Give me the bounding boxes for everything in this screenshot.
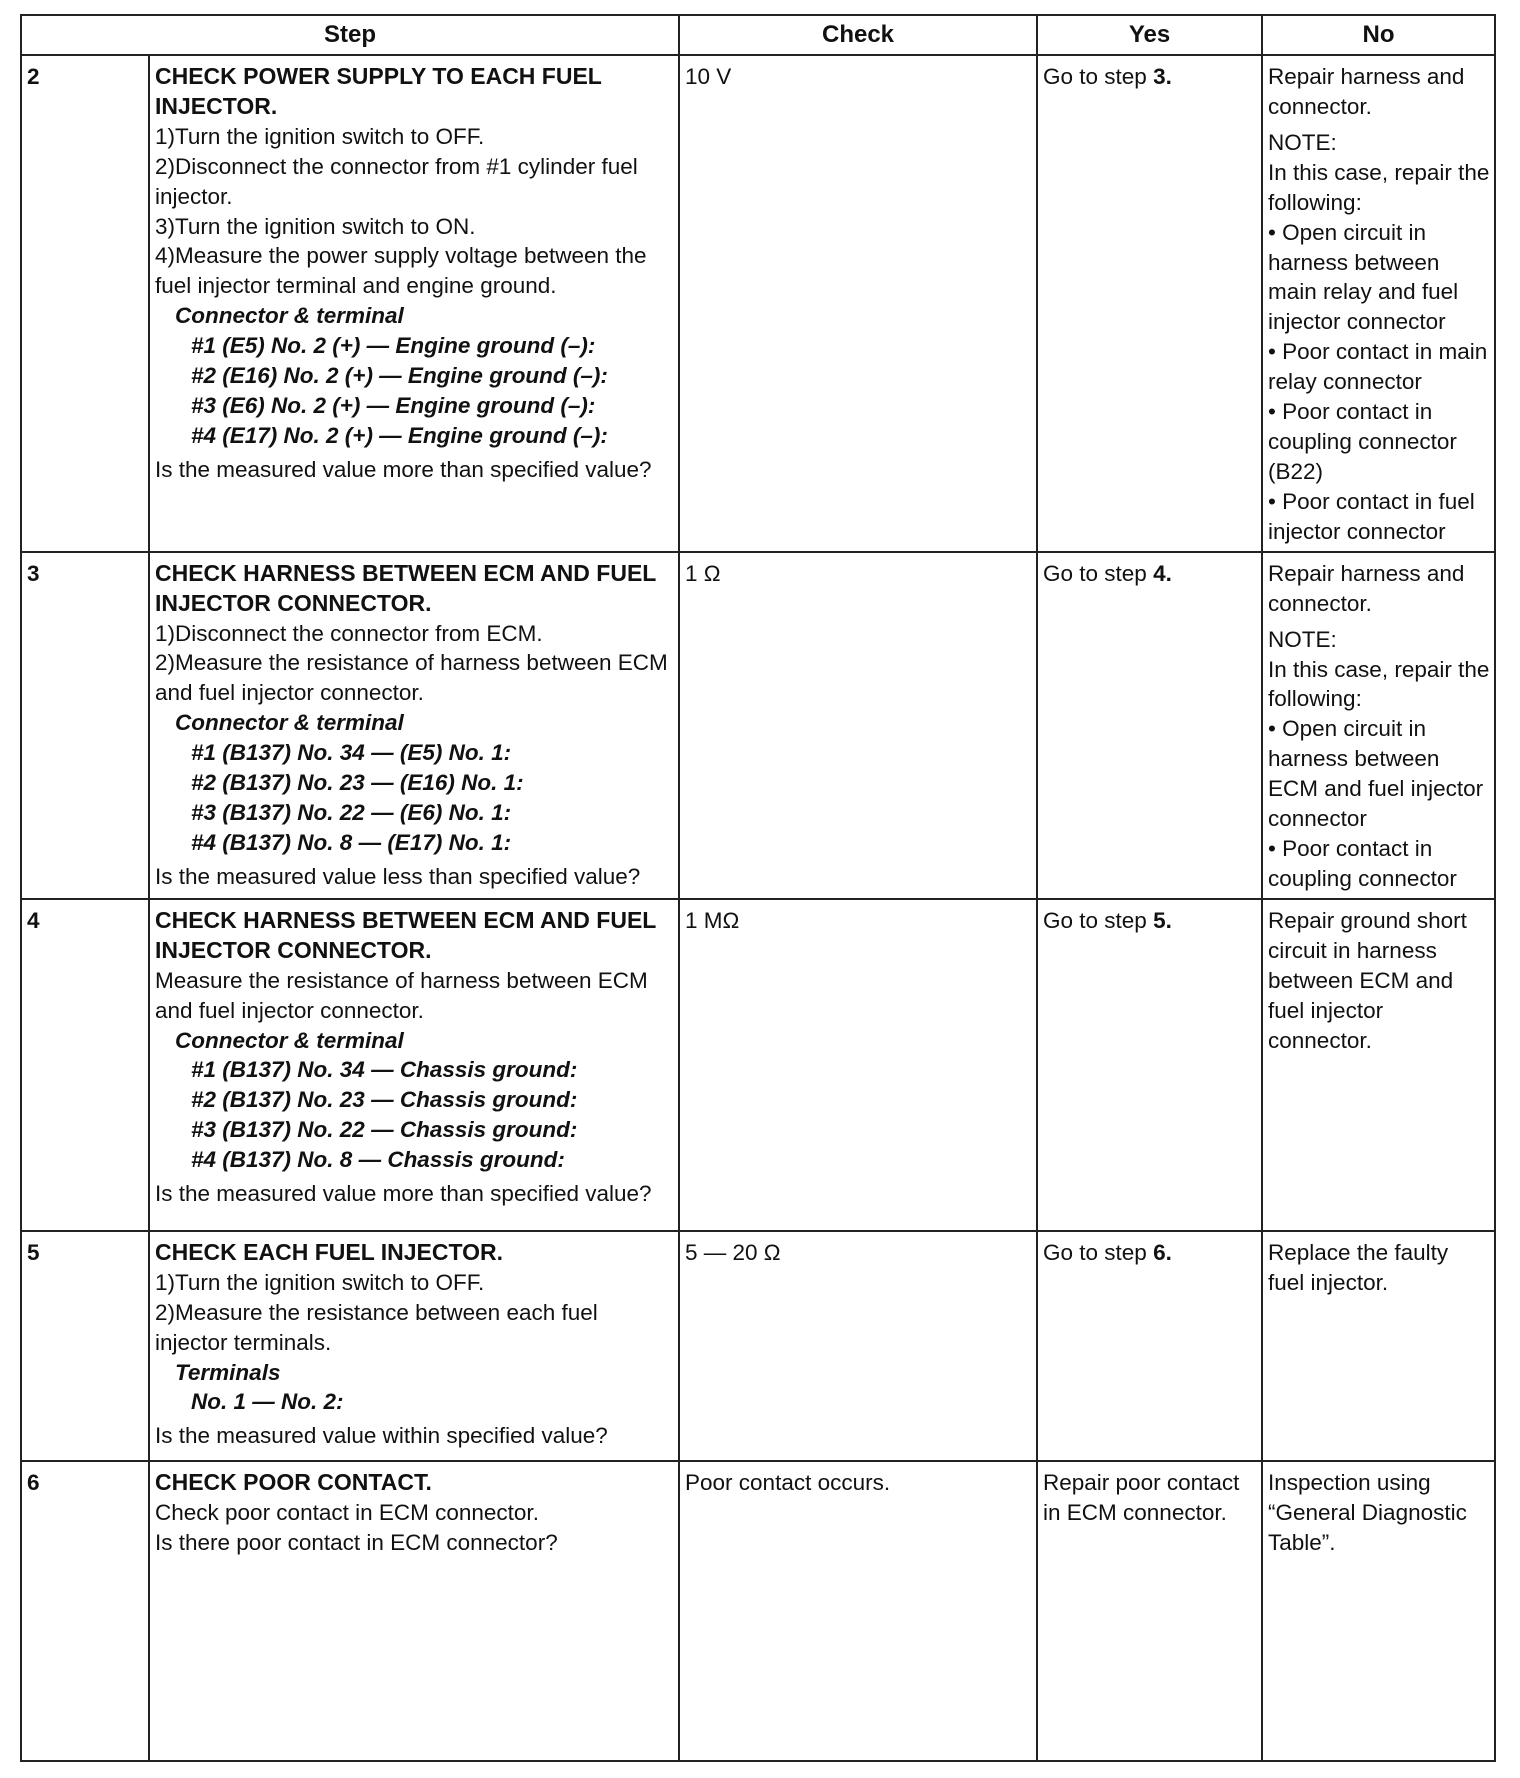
step-question: Is the measured value less than specified value? xyxy=(155,863,641,889)
yes-cell xyxy=(1037,1231,1262,1461)
terminal-line: #4 (B137) No. 8 — (E17) No. 1: xyxy=(191,829,512,855)
no-main: Replace the faulty fuel injector. xyxy=(1268,1239,1449,1295)
step-number: 4 xyxy=(21,899,149,1231)
no-main: Inspection using “General Diagnostic Table”. xyxy=(1268,1469,1467,1555)
yes-cell xyxy=(1037,55,1262,552)
terminal-line: #4 (E17) No. 2 (+) — Engine ground (–): xyxy=(191,423,608,448)
diagnostic-table xyxy=(20,14,1496,1762)
step-content xyxy=(149,1231,679,1461)
check-value: 1 MΩ xyxy=(679,899,1037,1231)
table-row xyxy=(21,55,1495,552)
yes-step: 5. xyxy=(1153,907,1172,933)
no-bullet: • Open circuit in harness between main relay and fuel injector connector xyxy=(1268,219,1459,335)
terminal-line: #1 (E5) No. 2 (+) — Engine ground (–): xyxy=(191,333,596,359)
instruction: 4)Measure the power supply voltage between the fuel injector terminal and engine ground. xyxy=(155,243,647,299)
no-cell xyxy=(1262,552,1495,899)
note-intro: In this case, repair the following: xyxy=(1268,159,1490,215)
terminal-subheading: Connector & terminal xyxy=(175,1027,404,1053)
note-label: NOTE: xyxy=(1268,626,1337,652)
instruction: 3)Turn the ignition switch to ON. xyxy=(155,213,476,239)
yes-cell xyxy=(1037,899,1262,1231)
header-no: No xyxy=(1262,15,1495,55)
terminal-line: #3 (E6) No. 2 (+) — Engine ground (–): xyxy=(191,393,596,419)
instruction: 1)Disconnect the connector from ECM. xyxy=(155,620,543,646)
step-content xyxy=(149,1461,679,1761)
no-cell xyxy=(1262,1461,1495,1761)
table-row xyxy=(21,1231,1495,1461)
no-main: Repair ground short circuit in harness between ECM and fuel injector connector. xyxy=(1268,907,1467,1053)
step-title: CHECK POOR CONTACT. xyxy=(155,1468,432,1495)
no-bullet: • Poor contact in fuel injector connector xyxy=(1268,488,1475,544)
step-title: CHECK EACH FUEL INJECTOR. xyxy=(155,1238,504,1265)
step-question: Is the measured value within specified value? xyxy=(155,1423,608,1449)
no-bullet: • Poor contact in coupling connector (B22) xyxy=(1268,399,1457,484)
step-content xyxy=(149,899,679,1231)
header-yes: Yes xyxy=(1037,15,1262,55)
step-title: CHECK POWER SUPPLY TO EACH FUEL INJECTOR. xyxy=(155,63,602,119)
check-value: 1 Ω xyxy=(679,552,1037,899)
instruction: Is there poor contact in ECM connector? xyxy=(155,1529,558,1555)
instruction: Check poor contact in ECM connector. xyxy=(155,1499,539,1525)
yes-step: 6. xyxy=(1153,1239,1172,1265)
note-label: NOTE: xyxy=(1268,129,1337,155)
step-number: 2 xyxy=(21,55,149,552)
check-value: Poor contact occurs. xyxy=(679,1461,1037,1761)
check-value: 10 V xyxy=(679,55,1037,552)
instruction: 1)Turn the ignition switch to OFF. xyxy=(155,123,485,149)
terminal-line: #3 (B137) No. 22 — (E6) No. 1: xyxy=(191,800,512,826)
yes-cell: Repair poor contact in ECM connector. xyxy=(1037,1461,1262,1761)
step-question: Is the measured value more than specified value? xyxy=(155,1181,652,1207)
no-cell xyxy=(1262,55,1495,552)
yes-step: 3. xyxy=(1153,64,1172,89)
terminal-subheading: Connector & terminal xyxy=(175,303,404,329)
yes-prefix: Go to step xyxy=(1043,64,1154,89)
check-value: 5 — 20 Ω xyxy=(679,1231,1037,1461)
no-main: Repair harness and connector. xyxy=(1268,560,1465,616)
terminal-line: #2 (B137) No. 23 — (E16) No. 1: xyxy=(191,770,524,796)
header-row xyxy=(21,15,1495,55)
no-bullet: • Open circuit in harness between ECM and fuel injector connector xyxy=(1268,716,1484,832)
table-row xyxy=(21,899,1495,1231)
instruction: 2)Measure the resistance between each fuel injector terminals. xyxy=(155,1299,598,1355)
no-cell xyxy=(1262,1231,1495,1461)
step-content xyxy=(149,552,679,899)
instruction: 2)Measure the resistance of harness between ECM and fuel injector connector. xyxy=(155,650,668,706)
no-bullet: • Poor contact in coupling connector xyxy=(1268,836,1457,891)
step-number: 5 xyxy=(21,1231,149,1461)
yes-cell xyxy=(1037,552,1262,899)
step-title: CHECK HARNESS BETWEEN ECM AND FUEL INJECTOR CONNECTOR. xyxy=(155,906,656,963)
table-row xyxy=(21,1461,1495,1761)
yes-prefix: Go to step xyxy=(1043,907,1154,933)
yes-step: 4. xyxy=(1153,560,1172,586)
terminal-line: #2 (B137) No. 23 — Chassis ground: xyxy=(191,1087,578,1113)
no-bullet: • Poor contact in main relay connector xyxy=(1268,339,1488,395)
instruction: Measure the resistance of harness between ECM and fuel injector connector. xyxy=(155,967,648,1023)
no-main: Repair harness and connector. xyxy=(1268,64,1465,119)
step-title: CHECK HARNESS BETWEEN ECM AND FUEL INJECTOR CONNECTOR. xyxy=(155,559,656,616)
note-intro: In this case, repair the following: xyxy=(1268,656,1490,712)
step-question: Is the measured value more than specified value? xyxy=(155,456,652,482)
terminal-line: #2 (E16) No. 2 (+) — Engine ground (–): xyxy=(191,363,608,389)
instruction: 1)Turn the ignition switch to OFF. xyxy=(155,1269,485,1295)
header-step: Step xyxy=(21,15,679,55)
table-row xyxy=(21,552,1495,899)
yes-prefix: Go to step xyxy=(1043,1239,1154,1265)
instruction: 2)Disconnect the connector from #1 cylinder fuel injector. xyxy=(155,153,638,209)
terminal-subheading: Terminals xyxy=(175,1359,281,1385)
terminal-line: #4 (B137) No. 8 — Chassis ground: xyxy=(191,1147,565,1173)
terminal-subheading: Connector & terminal xyxy=(175,710,404,736)
header-check: Check xyxy=(679,15,1037,55)
terminal-line: #1 (B137) No. 34 — (E5) No. 1: xyxy=(191,740,512,766)
yes-prefix: Go to step xyxy=(1043,560,1154,586)
terminal-line: #3 (B137) No. 22 — Chassis ground: xyxy=(191,1117,578,1143)
step-number: 3 xyxy=(21,552,149,899)
terminal-line: No. 1 — No. 2: xyxy=(191,1389,344,1415)
no-cell xyxy=(1262,899,1495,1231)
step-content xyxy=(149,55,679,552)
step-number: 6 xyxy=(21,1461,149,1761)
terminal-line: #1 (B137) No. 34 — Chassis ground: xyxy=(191,1057,578,1083)
